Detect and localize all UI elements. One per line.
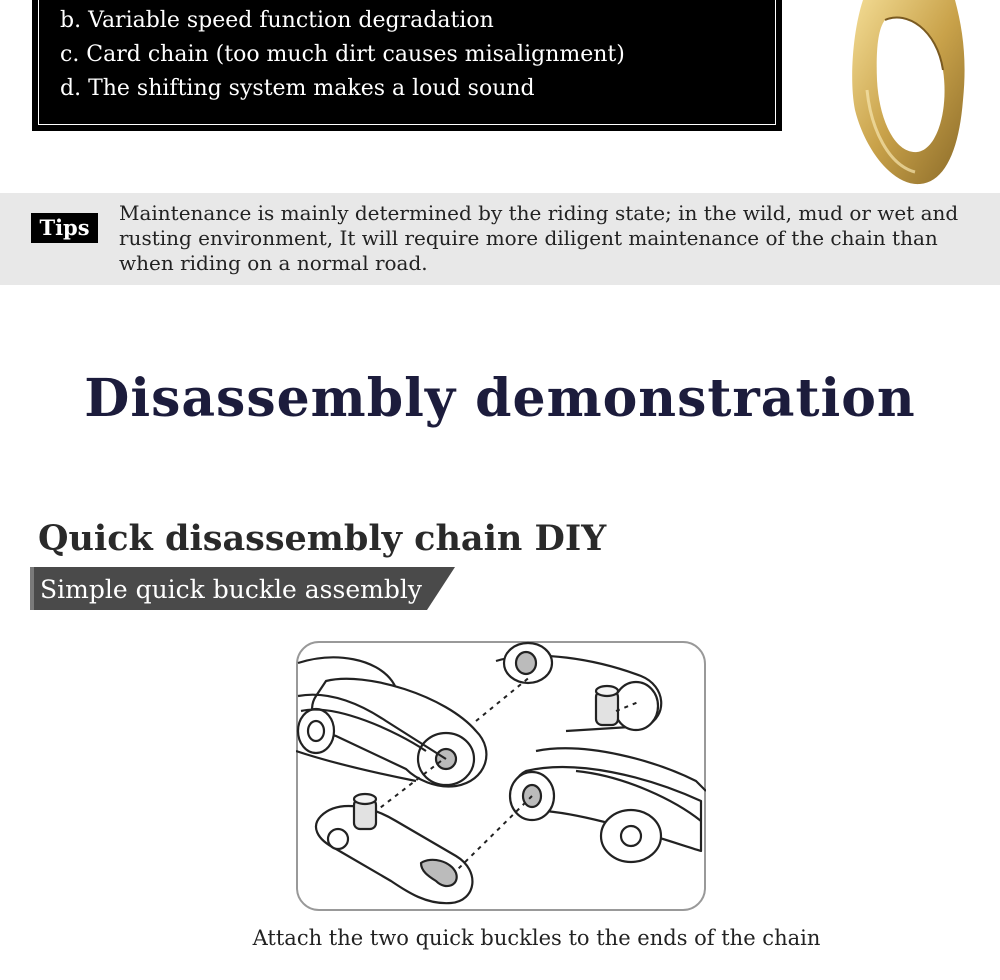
issue-list-box xyxy=(32,0,782,131)
issue-item-d: d. The shifting system makes a loud sound xyxy=(60,76,535,101)
diagram-caption: Attach the two quick buckles to the ends of the chain xyxy=(252,926,821,950)
chain-assembly-diagram xyxy=(296,641,706,911)
gold-master-link-image xyxy=(845,0,970,190)
ribbon-label: Simple quick buckle assembly xyxy=(40,575,422,604)
issue-list xyxy=(60,4,625,106)
issue-item-b: b. Variable speed function degradation xyxy=(60,8,494,33)
tips-text: Maintenance is mainly determined by the riding state; in the wild, mud or wet and rusting environment, It will require more diligent maintenance of the chain than when riding on a normal road. xyxy=(119,201,959,275)
main-heading: Disassembly demonstration xyxy=(84,368,916,429)
tips-badge: Tips xyxy=(31,213,98,243)
tips-band xyxy=(0,193,1000,285)
issue-item-c: c. Card chain (too much dirt causes misalignment) xyxy=(60,42,625,67)
section-title: Quick disassembly chain DIY xyxy=(38,518,607,559)
